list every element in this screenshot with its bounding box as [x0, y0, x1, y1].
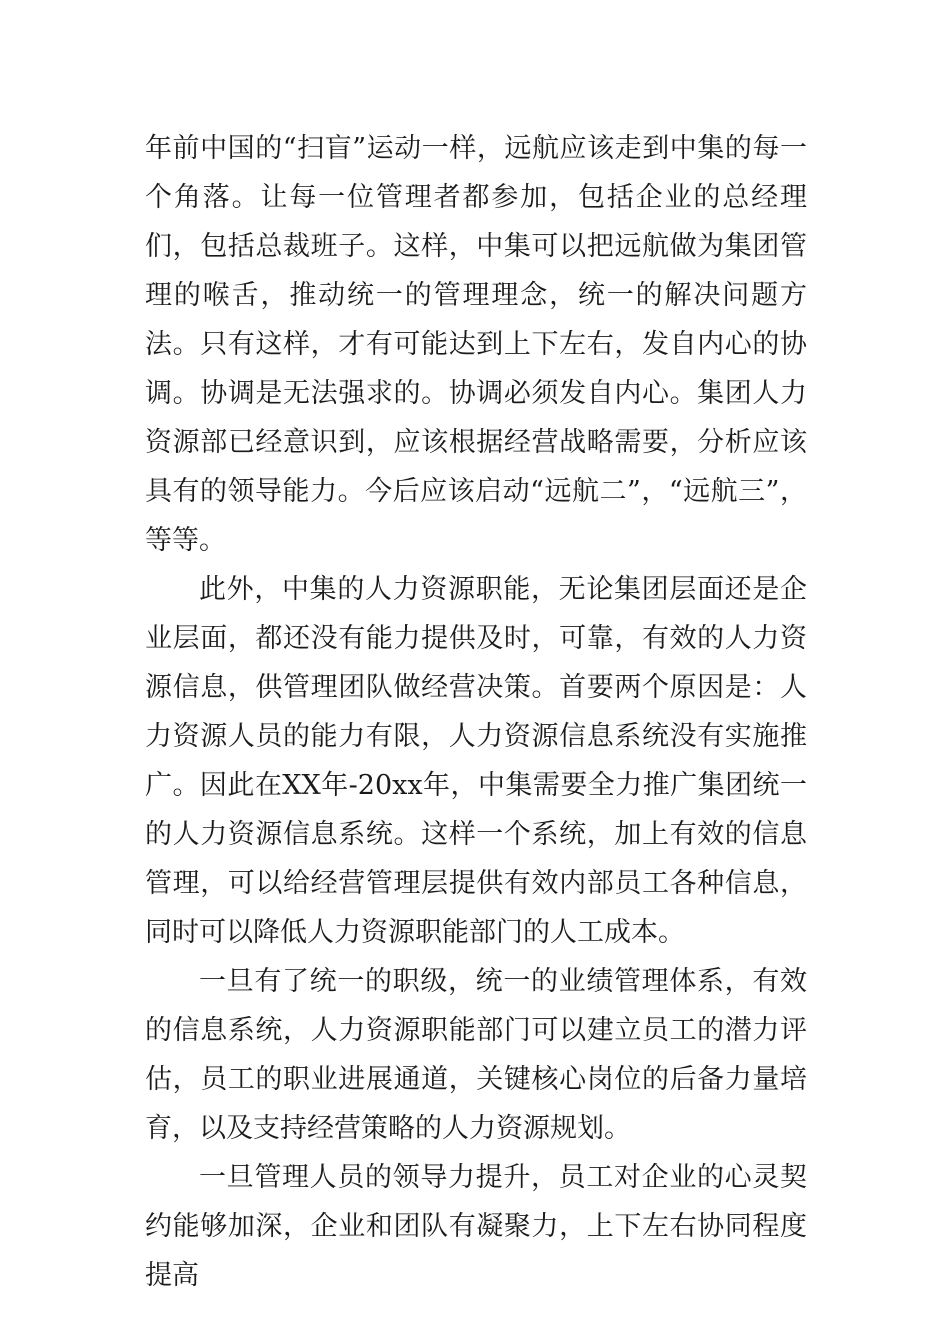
- paragraph-4: 一旦管理人员的领导力提升，员工对企业的心灵契约能够加深，企业和团队有凝聚力，上下左右协同程度提高: [145, 1162, 807, 1291]
- paragraph-3: 一旦有了统一的职级，统一的业绩管理体系，有效的信息系统，人力资源职能部门可以建立员工的潜力评估，员工的职业进展通道，关键核心岗位的后备力量培育，以及支持经营策略的人力资源规划。: [145, 966, 807, 1144]
- document-body: [145, 124, 807, 1300]
- paragraph-2: 此外，中集的人力资源职能，无论集团层面还是企业层面，都还没有能力提供及时，可靠，有效的人力资源信息，供管理团队做经营决策。首要两个原因是：人力资源人员的能力有限，人力资源信息系统没有实施推广。因此在XX年-20xx年，中集需要全力推广集团统一的人力资源信息系统。这样一个系统，加上有效的信息管理，可以给经营管理层提供有效内部员工各种信息，同时可以降低人力资源职能部门的人工成本。: [145, 574, 807, 948]
- paragraph-1: 年前中国的“扫盲”运动一样，远航应该走到中集的每一个角落。让每一位管理者都参加，包括企业的总经理们，包括总裁班子。这样，中集可以把远航做为集团管理的喉舌，推动统一的管理理念，统一的解决问题方法。只有这样，才有可能达到上下左右，发自内心的协调。协调是无法强求的。协调必须发自内心。集团人力资源部已经意识到，应该根据经营战略需要，分析应该具有的领导能力。今后应该启动“远航二”，“远航三”，等等。: [145, 133, 807, 556]
